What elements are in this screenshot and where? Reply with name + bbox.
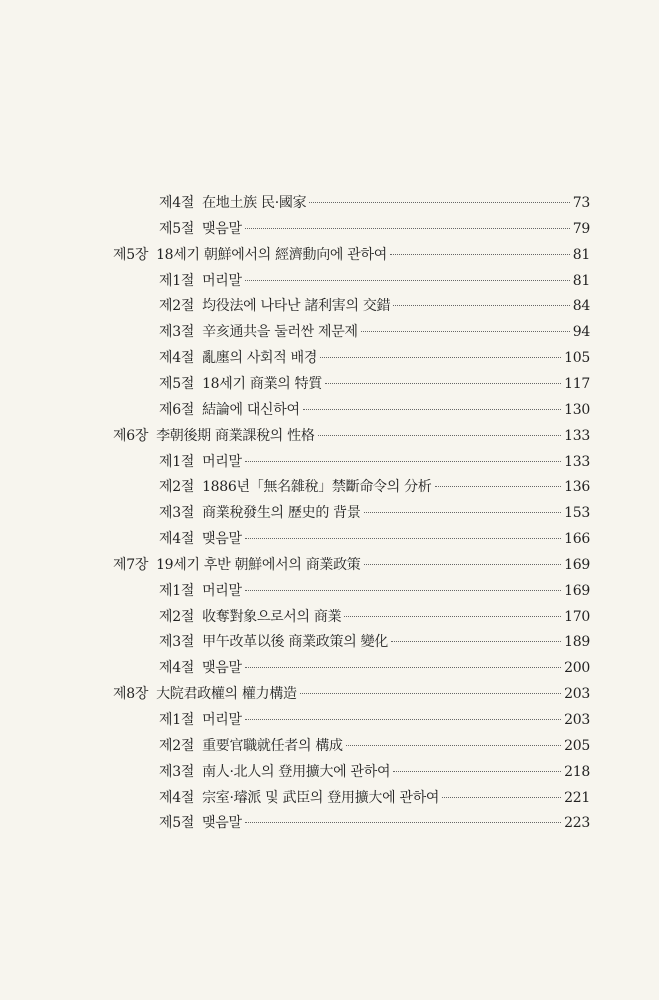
entry-page-number: 105 bbox=[564, 350, 590, 367]
entry-page-number: 153 bbox=[564, 505, 590, 522]
entry-number: 제4절 bbox=[159, 350, 195, 367]
entry-page-number: 130 bbox=[564, 401, 590, 418]
entry-title: 맺음말 bbox=[202, 220, 242, 237]
dot-leader bbox=[393, 771, 561, 772]
entry-title: 商業稅發生의 歷史的 背景 bbox=[202, 505, 361, 522]
entry-title: 맺음말 bbox=[202, 531, 242, 548]
entry-page-number: 117 bbox=[564, 375, 590, 392]
entry-title: 南人·北人의 登用擴大에 관하여 bbox=[202, 763, 391, 780]
entry-number: 제5장 bbox=[113, 246, 149, 263]
entry-title: 在地土族 民·國家 bbox=[202, 195, 307, 211]
entry-title: 宗室·璿派 및 武臣의 登用擴大에 관하여 bbox=[202, 789, 440, 806]
toc-section-entry[interactable] bbox=[159, 295, 590, 321]
entry-title: 1886년「無名雜稅」禁斷命令의 分析 bbox=[202, 479, 432, 496]
entry-number: 제8장 bbox=[113, 686, 149, 703]
entry-title: 맺음말 bbox=[202, 660, 242, 677]
toc-section-entry[interactable] bbox=[159, 580, 590, 606]
entry-page-number: 73 bbox=[572, 195, 590, 211]
entry-number: 제5절 bbox=[159, 220, 195, 237]
entry-title: 均役法에 나타난 諸利害의 交錯 bbox=[202, 298, 391, 315]
dot-leader bbox=[318, 435, 562, 436]
dot-leader bbox=[393, 305, 570, 306]
dot-leader bbox=[309, 202, 570, 203]
toc-section-entry[interactable] bbox=[159, 657, 590, 683]
entry-number: 제6장 bbox=[113, 427, 149, 444]
toc-section-entry[interactable] bbox=[159, 451, 590, 477]
entry-number: 제4절 bbox=[159, 789, 195, 806]
toc-section-entry[interactable] bbox=[159, 709, 590, 735]
dot-leader bbox=[245, 461, 561, 462]
toc-section-entry[interactable] bbox=[159, 218, 590, 244]
toc-section-entry[interactable] bbox=[159, 812, 590, 838]
entry-title: 結論에 대신하여 bbox=[202, 401, 300, 418]
entry-number: 제1절 bbox=[159, 453, 195, 470]
dot-leader bbox=[346, 745, 561, 746]
entry-page-number: 200 bbox=[564, 660, 590, 677]
entry-number: 제3절 bbox=[159, 505, 195, 522]
toc-section-entry[interactable] bbox=[159, 631, 590, 657]
entry-page-number: 84 bbox=[572, 298, 590, 315]
dot-leader bbox=[391, 641, 561, 642]
entry-page-number: 170 bbox=[564, 608, 590, 625]
entry-number: 제2절 bbox=[159, 608, 195, 625]
dot-leader bbox=[361, 331, 570, 332]
dot-leader bbox=[344, 616, 561, 617]
entry-title: 辛亥通共을 둘러싼 제문제 bbox=[202, 324, 358, 341]
entry-title: 亂廛의 사회적 배경 bbox=[202, 350, 318, 367]
toc-section-entry[interactable] bbox=[159, 735, 590, 761]
entry-page-number: 203 bbox=[564, 686, 590, 703]
entry-page-number: 133 bbox=[564, 427, 590, 444]
entry-number: 제1절 bbox=[159, 272, 195, 289]
entry-page-number: 189 bbox=[564, 634, 590, 651]
entry-number: 제5절 bbox=[159, 375, 195, 392]
entry-title: 大院君政權의 權力構造 bbox=[156, 686, 297, 703]
dot-leader bbox=[245, 590, 561, 591]
toc-chapter-entry[interactable] bbox=[113, 554, 590, 580]
toc-section-entry[interactable] bbox=[159, 528, 590, 554]
entry-title: 18세기 商業의 特質 bbox=[202, 375, 323, 392]
dot-leader bbox=[245, 667, 561, 668]
dot-leader bbox=[303, 409, 561, 410]
entry-title: 李朝後期 商業課稅의 性格 bbox=[156, 427, 315, 444]
entry-page-number: 94 bbox=[572, 324, 590, 341]
toc-section-entry[interactable] bbox=[159, 761, 590, 787]
toc-chapter-entry[interactable] bbox=[113, 425, 590, 451]
entry-page-number: 166 bbox=[564, 531, 590, 548]
entry-title: 맺음말 bbox=[202, 815, 242, 832]
entry-number: 제4절 bbox=[159, 195, 195, 211]
entry-title: 머리말 bbox=[202, 272, 242, 289]
entry-number: 제4절 bbox=[159, 531, 195, 548]
dot-leader bbox=[245, 719, 561, 720]
toc-section-entry[interactable] bbox=[159, 502, 590, 528]
entry-title: 19세기 후반 朝鮮에서의 商業政策 bbox=[156, 556, 361, 573]
entry-page-number: 79 bbox=[572, 220, 590, 237]
dot-leader bbox=[435, 486, 562, 487]
dot-leader bbox=[245, 280, 570, 281]
entry-number: 제1절 bbox=[159, 712, 195, 728]
entry-number: 제4절 bbox=[159, 660, 195, 677]
dot-leader bbox=[245, 228, 570, 229]
dot-leader bbox=[390, 254, 570, 255]
entry-page-number: 203 bbox=[564, 712, 590, 728]
entry-page-number: 221 bbox=[564, 789, 590, 806]
toc-section-entry[interactable] bbox=[159, 373, 590, 399]
entry-page-number: 223 bbox=[564, 815, 590, 832]
entry-number: 제1절 bbox=[159, 582, 195, 599]
toc-section-entry[interactable] bbox=[159, 476, 590, 502]
dot-leader bbox=[320, 357, 561, 358]
entry-number: 제7장 bbox=[113, 556, 149, 573]
entry-page-number: 169 bbox=[564, 582, 590, 599]
entry-page-number: 133 bbox=[564, 453, 590, 470]
dot-leader bbox=[300, 693, 561, 694]
entry-number: 제5절 bbox=[159, 815, 195, 832]
entry-number: 제3절 bbox=[159, 324, 195, 341]
entry-number: 제3절 bbox=[159, 763, 195, 780]
entry-number: 제2절 bbox=[159, 737, 195, 754]
toc-chapter-entry[interactable] bbox=[113, 244, 590, 270]
entry-page-number: 205 bbox=[564, 737, 590, 754]
entry-number: 제6절 bbox=[159, 401, 195, 418]
toc-section-entry[interactable] bbox=[159, 347, 590, 373]
entry-title: 18세기 朝鮮에서의 經濟動向에 관하여 bbox=[156, 246, 387, 263]
toc-section-entry[interactable] bbox=[159, 606, 590, 632]
entry-title: 重要官職就任者의 構成 bbox=[202, 737, 343, 754]
entry-title: 머리말 bbox=[202, 582, 242, 599]
entry-page-number: 81 bbox=[572, 246, 590, 263]
entry-title: 甲午改革以後 商業政策의 變化 bbox=[202, 634, 388, 651]
toc-section-entry[interactable] bbox=[159, 270, 590, 296]
toc-chapter-entry[interactable] bbox=[113, 683, 590, 709]
dot-leader bbox=[325, 383, 561, 384]
toc-section-entry[interactable] bbox=[159, 192, 590, 218]
toc-section-entry[interactable] bbox=[159, 321, 590, 347]
entry-page-number: 81 bbox=[572, 272, 590, 289]
entry-title: 收奪對象으로서의 商業 bbox=[202, 608, 342, 625]
entry-title: 머리말 bbox=[202, 453, 242, 470]
dot-leader bbox=[245, 538, 561, 539]
entry-number: 제2절 bbox=[159, 298, 195, 315]
entry-number: 제3절 bbox=[159, 634, 195, 651]
dot-leader bbox=[442, 797, 561, 798]
dot-leader bbox=[364, 512, 562, 513]
dot-leader bbox=[364, 564, 562, 565]
entry-page-number: 136 bbox=[564, 479, 590, 496]
toc-section-entry[interactable] bbox=[159, 399, 590, 425]
entry-page-number: 169 bbox=[564, 556, 590, 573]
entry-page-number: 218 bbox=[564, 763, 590, 780]
entry-number: 제2절 bbox=[159, 479, 195, 496]
dot-leader bbox=[245, 822, 561, 823]
toc-section-entry[interactable] bbox=[159, 787, 590, 813]
entry-title: 머리말 bbox=[202, 712, 242, 728]
